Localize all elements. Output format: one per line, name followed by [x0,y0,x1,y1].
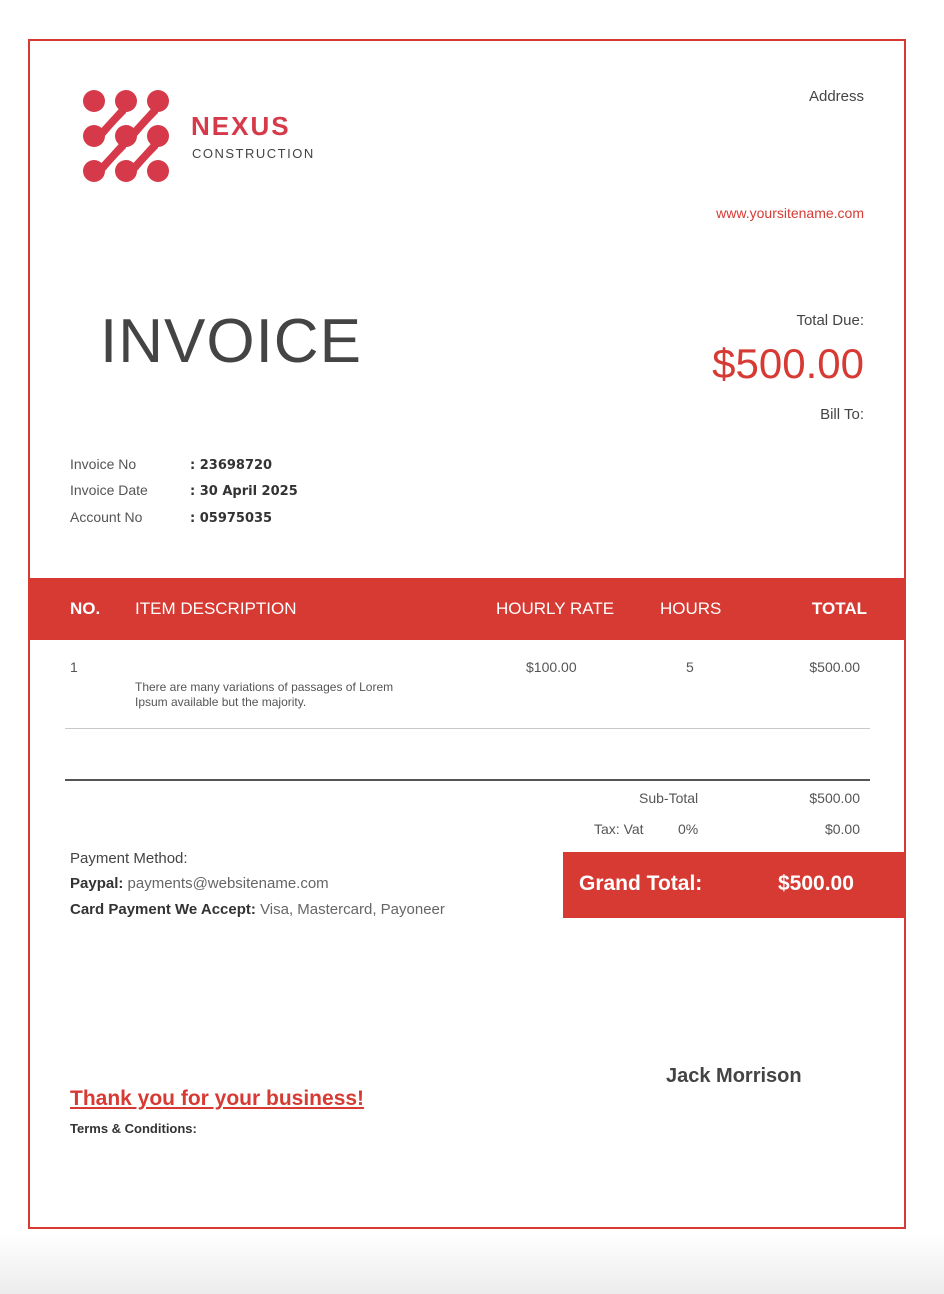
meta-value: : 23698720 [190,458,273,473]
grand-total-value: $500.00 [778,872,854,895]
card-payment-line [70,901,445,918]
total-due-label: Total Due: [796,312,864,329]
tax-rate: 0% [678,821,699,837]
header-no: NO. [70,599,101,618]
table-end-divider [65,779,870,781]
paypal-value: payments@websitename.com [127,875,329,892]
row-divider [65,728,870,729]
table-header [30,578,906,640]
account-number-row [70,509,272,526]
card-label: Card Payment We Accept: [70,901,256,918]
header-description: ITEM DESCRIPTION [135,599,297,618]
grand-total-box [563,852,904,918]
header-total: TOTAL [811,599,867,618]
card-value: Visa, Mastercard, Payoneer [260,901,445,918]
row-hours: 5 [686,659,694,675]
grand-total-label: Grand Total: [579,872,703,895]
bill-to-label: Bill To: [820,406,864,423]
brand-subtitle: CONSTRUCTION [192,146,315,161]
invoice-date-row [70,482,298,499]
invoice-number-row [70,456,272,473]
dots-logo-icon [82,89,170,183]
signer-name: Jack Morrison [666,1065,802,1087]
meta-label: Invoice No [70,456,137,472]
meta-label: Invoice Date [70,482,148,498]
row-rate: $100.00 [526,659,577,675]
header-hours: HOURS [660,599,722,618]
header-hourly-rate: HOURLY RATE [496,599,615,618]
thank-you-message: Thank you for your business! [70,1087,365,1110]
invoice-title: INVOICE [100,307,362,376]
row-description: There are many variations of passages of Lorem Ipsum available but the majority. [135,680,394,709]
tax-label: Tax: Vat [594,821,644,837]
paypal-label: Paypal: [70,875,124,892]
row-number: 1 [70,659,78,675]
total-due-value: $500.00 [712,340,864,387]
meta-value: : 30 April 2025 [190,484,298,499]
subtotal-value: $500.00 [809,790,860,806]
meta-label: Account No [70,509,143,525]
terms-label: Terms & Conditions: [70,1121,197,1136]
meta-value: : 05975035 [190,511,273,526]
page-bottom-shadow [0,1234,944,1294]
brand-name: NEXUS [191,111,291,141]
website-link[interactable]: www.yoursitename.com [716,205,864,221]
payment-method-label: Payment Method: [70,850,188,867]
subtotal-label: Sub-Total [639,790,699,806]
address-label: Address [808,88,864,105]
row-total: $500.00 [809,659,860,675]
paypal-line [70,875,329,892]
tax-value: $0.00 [824,821,860,837]
